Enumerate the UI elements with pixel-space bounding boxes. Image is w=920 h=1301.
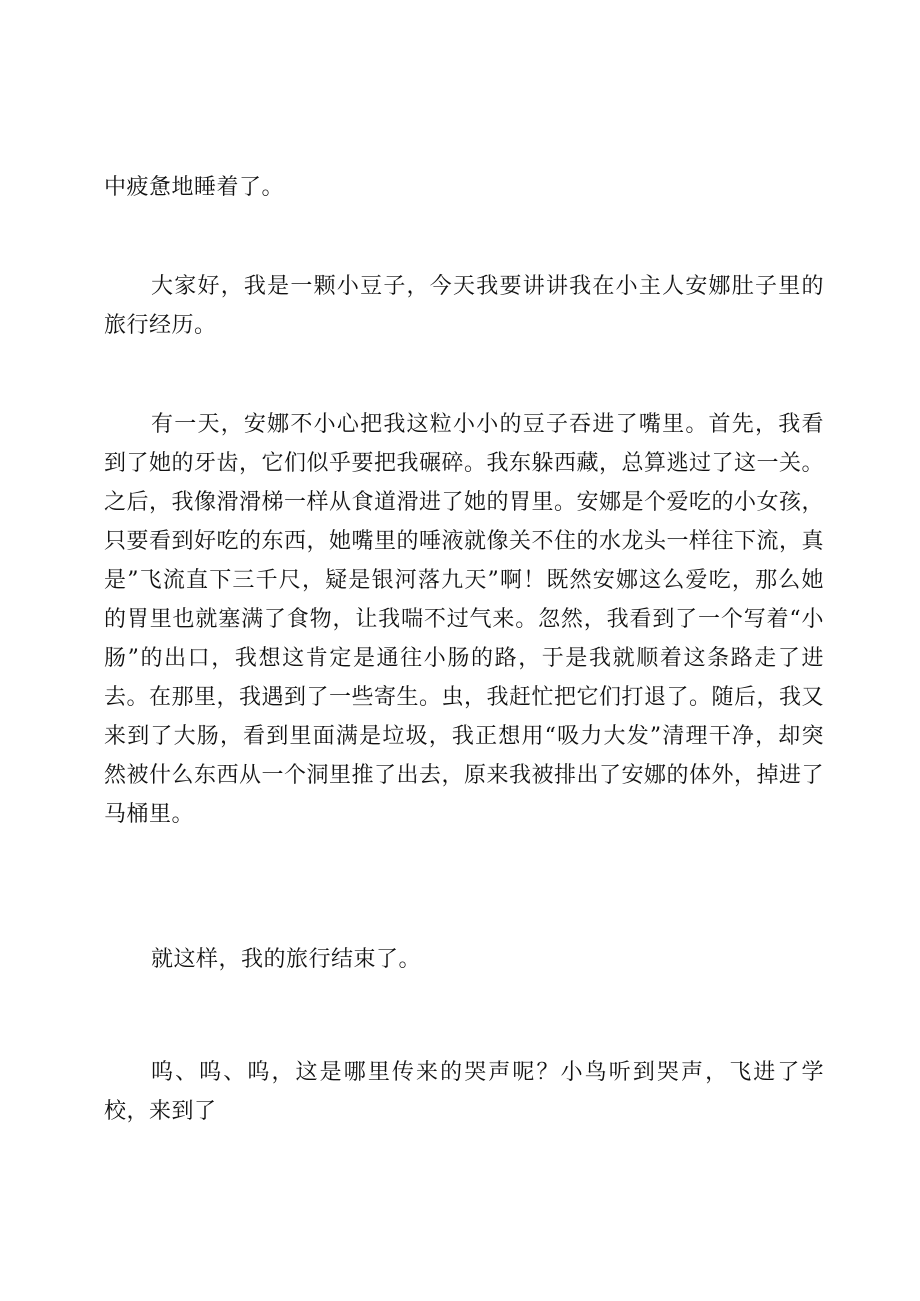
paragraph-next-story: 呜、呜、呜，这是哪里传来的哭声呢？小鸟听到哭声，飞进了学校，来到了 — [104, 1060, 824, 1124]
paragraph-intro: 大家好，我是一颗小豆子，今天我要讲讲我在小主人安娜肚子里的旅行经历。 — [104, 274, 824, 338]
paragraph-ending: 就这样，我的旅行结束了。 — [151, 947, 422, 972]
paragraph-continuation: 中疲惫地睡着了。 — [104, 175, 285, 200]
paragraph-journey: 有一天，安娜不小心把我这粒小小的豆子吞进了嘴里。首先，我看到了她的牙齿，它们似乎要把我碾碎。我东躲西藏，总算逃过了这一关。之后，我像滑滑梯一样从食道滑进了她的胃里。安娜是个爱吃的小女孩，只要看到好吃的东西，她嘴里的唾液就像关不住的水龙头一样往下流，真是”飞流直下三千尺，疑是银河落九天”啊！既然安娜这么爱吃，那么她的胃里也就塞满了食物，让我喘不过气来。忽然，我看到了一个写着“小肠”的出口，我想这肯定是通往小肠的路，于是我就顺着这条路走了进去。在那里，我遇到了一些寄生。虫，我赶忙把它们打退了。随后，我又来到了大肠，看到里面满是垃圾，我正想用“吸力大发”清理干净，却突然被什么东西从一个洞里推了出去，原来我被排出了安娜的体外，掉进了马桶里。 — [104, 412, 825, 827]
